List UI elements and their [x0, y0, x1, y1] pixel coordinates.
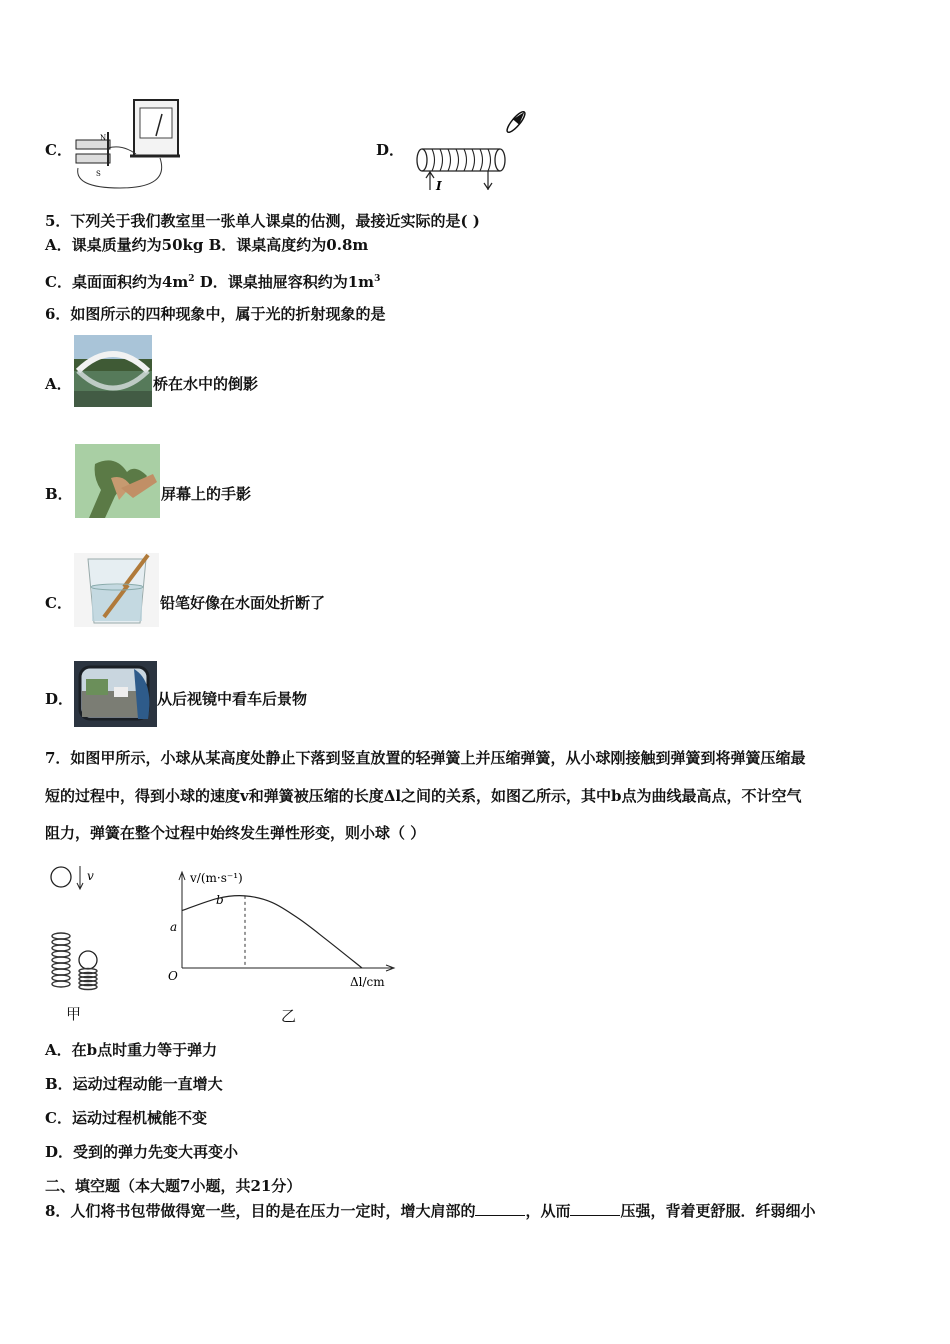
q6-option-d-text: 从后视镜中看车后景物	[157, 690, 308, 708]
chart-series-v-line	[182, 896, 362, 968]
q4-option-c-figure	[70, 96, 182, 192]
q7-stem-line3: 阻力，弹簧在整个过程中始终发生弹性形变，则小球（ ）	[45, 824, 426, 842]
chart-point-b-label: b	[216, 893, 224, 907]
circuit-wire-2	[108, 147, 136, 154]
q4-option-c-label: C．	[45, 141, 72, 159]
q6-option-a-text: 桥在水中的倒影	[153, 375, 259, 393]
q7-option-c: C．运动过程机械能不变	[45, 1109, 207, 1127]
q7-option-d: D．受到的弹力先变大再变小	[45, 1143, 239, 1161]
compass-needle-icon	[505, 109, 528, 134]
magnet-n-label: N	[100, 134, 107, 142]
ball-on-spring	[79, 951, 97, 969]
magnet-bar-bottom	[76, 154, 110, 163]
spring-compressed	[79, 969, 97, 990]
q5-options-line2	[45, 269, 380, 292]
q6-option-b-key: B．	[45, 485, 73, 503]
q6-option-b-text: 屏幕上的手影	[161, 485, 252, 503]
falling-ball	[51, 867, 71, 887]
chart-origin-label: O	[168, 969, 178, 983]
hand-shadow-photo	[75, 444, 160, 518]
rearview-mirror-photo	[74, 661, 157, 727]
q7-figure-jia-caption: 甲	[66, 1005, 82, 1023]
magnet-s-label: S	[96, 170, 101, 178]
q8-blank-1	[475, 1201, 525, 1216]
q6-option-d-key: D．	[45, 690, 74, 708]
section-2-title: 二、填空题（本大题7小题，共21分）	[45, 1177, 302, 1195]
q4-option-d-label: D．	[376, 141, 405, 159]
q5-superscript-2: 2	[188, 274, 195, 284]
chart-x-label: Δl/cm	[350, 975, 385, 989]
q7-option-b: B．运动过程动能一直增大	[45, 1075, 223, 1093]
solenoid-coil	[417, 149, 505, 171]
q6-stem: 6．如图所示的四种现象中，属于光的折射现象的是	[45, 305, 386, 323]
q7-stem-line2: 短的过程中，得到小球的速度v和弹簧被压缩的长度Δl之间的关系，如图乙所示，其中b点为曲线最高点，不计空气	[45, 787, 802, 805]
q8-line1	[45, 1201, 815, 1221]
q4-option-d-figure	[412, 108, 532, 196]
bridge-reflection-photo	[74, 335, 152, 407]
q8-part2: ，从而	[525, 1202, 571, 1220]
q5-option-d-text: D．课桌抽屉容积约为1m	[194, 273, 375, 291]
current-label: I	[436, 179, 442, 193]
q7-chart	[160, 862, 400, 994]
q6-option-c-text: 铅笔好像在水面处折断了	[160, 594, 326, 612]
chart-point-a-label: a	[170, 920, 178, 934]
chart-y-label: v/(m·s⁻¹)	[190, 871, 243, 885]
q6-option-a-key: A．	[45, 375, 72, 393]
q7-option-a: A．在b点时重力等于弹力	[45, 1041, 218, 1059]
q8-part3: 压强，背着更舒服．纤弱细小	[620, 1202, 816, 1220]
q5-stem: 5．下列关于我们教室里一张单人课桌的估测，最接近实际的是( )	[45, 212, 480, 230]
q8-part1: 8．人们将书包带做得宽一些，目的是在压力一定时，增大肩部的	[45, 1202, 476, 1220]
velocity-label: v	[87, 869, 94, 883]
pencil-in-water-photo	[74, 553, 159, 627]
q5-options-line1: A．课桌质量约为50kg B．课桌高度约为0.8m	[45, 236, 369, 254]
q5-option-c-text: C．桌面面积约为4m	[45, 273, 189, 291]
q7-figure-jia	[44, 858, 114, 998]
spring-uncompressed	[52, 933, 70, 987]
q7-figure-yi-caption: 乙	[281, 1007, 297, 1025]
q5-superscript-3: 3	[374, 274, 381, 284]
q6-option-c-key: C．	[45, 594, 72, 612]
q7-stem-line1: 7．如图甲所示，小球从某高度处静止下落到竖直放置的轻弹簧上并压缩弹簧，从小球刚接触到弹簧到将弹簧压缩最	[45, 749, 806, 767]
q8-blank-2	[570, 1201, 620, 1216]
